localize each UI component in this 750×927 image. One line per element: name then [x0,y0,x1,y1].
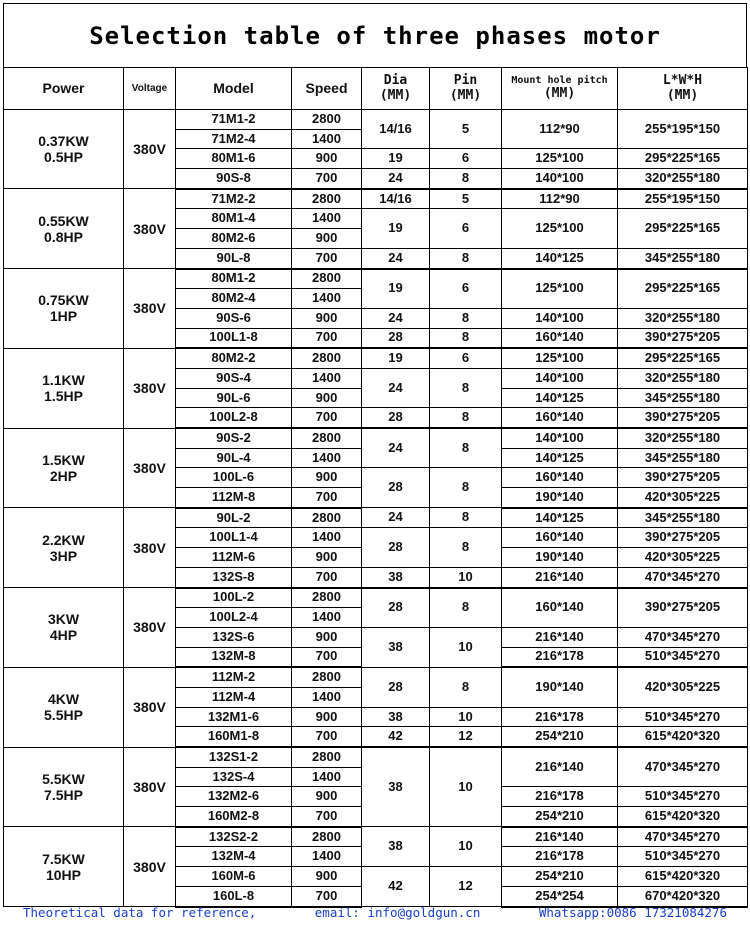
speed-cell: 900 [292,548,362,568]
mount-cell: 216*178 [502,647,618,667]
dia-cell: 19 [362,209,430,248]
table-row [4,110,748,130]
lwh-cell: 470*345*270 [618,627,748,647]
mount-cell: 216*178 [502,847,618,867]
model-cell: 100L2-4 [176,608,292,628]
lwh-cell: 320*255*180 [618,308,748,328]
speed-cell: 700 [292,248,362,268]
lwh-cell: 470*345*270 [618,747,748,787]
mount-cell: 190*140 [502,667,618,707]
mount-cell: 140*125 [502,508,618,528]
power-hp: 2HP [49,467,78,484]
table-row [4,189,748,209]
model-cell: 112M-8 [176,488,292,508]
speed-cell: 700 [292,408,362,428]
lwh-cell: 510*345*270 [618,787,748,807]
voltage-cell: 380V [124,827,176,907]
dia-cell: 42 [362,727,430,747]
header-pin-unit: (MM) [449,87,482,103]
speed-cell: 1400 [292,129,362,149]
header-dia [362,68,430,110]
pin-cell: 8 [430,169,502,189]
header-model: Model [176,68,292,110]
speed-cell: 700 [292,886,362,906]
footer-note: Theoretical data for reference, [23,904,257,920]
speed-cell: 1400 [292,209,362,229]
motor-selection-table [3,67,748,908]
table-row [4,827,748,847]
table-body [4,110,748,907]
mount-cell: 112*90 [502,110,618,149]
dia-cell: 14/16 [362,110,430,149]
lwh-cell: 670*420*320 [618,886,748,906]
lwh-cell: 510*345*270 [618,847,748,867]
pin-cell: 6 [430,209,502,248]
model-cell: 100L-2 [176,588,292,608]
pin-cell: 10 [430,707,502,727]
dia-cell: 19 [362,269,430,309]
model-cell: 80M2-4 [176,289,292,309]
mount-cell: 216*140 [502,627,618,647]
lwh-cell: 420*305*225 [618,667,748,707]
mount-cell: 160*140 [502,588,618,628]
speed-cell: 700 [292,328,362,348]
pin-cell: 12 [430,867,502,907]
power-cell [4,508,124,588]
dia-cell: 24 [362,308,430,328]
power-hp: 1.5HP [44,388,83,405]
power-cell [4,667,124,747]
lwh-cell: 345*255*180 [618,448,748,468]
model-cell: 90S-4 [176,368,292,388]
header-power: Power [4,68,124,110]
speed-cell: 900 [292,388,362,408]
mount-cell: 160*140 [502,468,618,488]
speed-cell: 2800 [292,110,362,130]
model-cell: 80M1-6 [176,149,292,169]
model-cell: 132M-4 [176,847,292,867]
lwh-cell: 320*255*180 [618,428,748,448]
speed-cell: 900 [292,707,362,727]
power-cell [4,747,124,827]
dia-cell: 28 [362,328,430,348]
mount-cell: 190*140 [502,548,618,568]
mount-cell: 160*140 [502,408,618,428]
voltage-cell: 380V [124,348,176,428]
table-row [4,588,748,608]
mount-cell: 216*178 [502,707,618,727]
dia-cell: 14/16 [362,189,430,209]
pin-cell: 8 [430,508,502,528]
power-kw: 3KW [47,611,80,628]
header-speed: Speed [292,68,362,110]
power-hp: 10HP [45,866,82,883]
dia-cell: 24 [362,248,430,268]
pin-cell: 12 [430,727,502,747]
speed-cell: 2800 [292,667,362,687]
pin-cell: 5 [430,189,502,209]
mount-cell: 140*100 [502,368,618,388]
pin-cell: 6 [430,149,502,169]
dia-cell: 28 [362,528,430,567]
pin-cell: 10 [430,827,502,867]
dia-cell: 24 [362,428,430,468]
speed-cell: 1400 [292,608,362,628]
model-cell: 90L-8 [176,248,292,268]
model-cell: 132S-8 [176,567,292,587]
power-kw: 1.5KW [42,451,85,468]
speed-cell: 700 [292,169,362,189]
header-row [4,68,748,110]
dia-cell: 38 [362,827,430,867]
speed-cell: 1400 [292,847,362,867]
speed-cell: 2800 [292,508,362,528]
speed-cell: 2800 [292,747,362,767]
model-cell: 160M-6 [176,867,292,887]
dia-cell: 38 [362,567,430,587]
mount-cell: 254*210 [502,727,618,747]
pin-cell: 8 [430,468,502,508]
model-cell: 132S1-2 [176,747,292,767]
power-cell [4,189,124,269]
speed-cell: 700 [292,488,362,508]
lwh-cell: 470*345*270 [618,827,748,847]
dia-cell: 38 [362,627,430,667]
lwh-cell: 320*255*180 [618,368,748,388]
speed-cell: 700 [292,567,362,587]
speed-cell: 1400 [292,368,362,388]
model-cell: 132M1-6 [176,707,292,727]
voltage-cell: 380V [124,110,176,189]
pin-cell: 6 [430,269,502,309]
mount-cell: 160*140 [502,328,618,348]
lwh-cell: 390*275*205 [618,528,748,548]
model-cell: 71M2-2 [176,189,292,209]
lwh-cell: 510*345*270 [618,647,748,667]
model-cell: 100L-6 [176,468,292,488]
voltage-cell: 380V [124,747,176,827]
header-dia-unit: (MM) [379,87,412,103]
mount-cell: 125*100 [502,209,618,248]
speed-cell: 2800 [292,428,362,448]
table-row [4,428,748,448]
dia-cell: 38 [362,707,430,727]
dia-cell: 19 [362,149,430,169]
power-hp: 7.5HP [44,786,83,803]
model-cell: 132M-8 [176,647,292,667]
speed-cell: 2800 [292,269,362,289]
lwh-cell: 510*345*270 [618,707,748,727]
mount-cell: 190*140 [502,488,618,508]
speed-cell: 900 [292,308,362,328]
mount-cell: 254*210 [502,867,618,887]
model-cell: 100L1-4 [176,528,292,548]
header-voltage: Voltage [124,68,176,110]
voltage-cell: 380V [124,508,176,588]
speed-cell: 900 [292,149,362,169]
lwh-cell: 295*225*165 [618,348,748,368]
mount-cell: 125*100 [502,149,618,169]
pin-cell: 8 [430,328,502,348]
power-cell [4,110,124,189]
mount-cell: 125*100 [502,269,618,309]
pin-cell: 5 [430,110,502,149]
power-hp: 0.5HP [44,149,83,166]
header-mount-label: Mount hole pitch [511,75,608,87]
model-cell: 112M-4 [176,687,292,707]
footer [3,902,747,922]
model-cell: 132S-4 [176,767,292,787]
table-row [4,269,748,289]
voltage-cell: 380V [124,269,176,349]
model-cell: 112M-2 [176,667,292,687]
speed-cell: 2800 [292,189,362,209]
model-cell: 132S2-2 [176,827,292,847]
page-title [3,3,747,67]
model-cell: 160M2-8 [176,807,292,827]
selection-sheet [3,3,747,908]
lwh-cell: 390*275*205 [618,588,748,628]
mount-cell: 216*140 [502,747,618,787]
mount-cell: 140*125 [502,248,618,268]
lwh-cell: 420*305*225 [618,488,748,508]
power-hp: 4HP [49,627,78,644]
lwh-cell: 390*275*205 [618,408,748,428]
speed-cell: 1400 [292,528,362,548]
lwh-cell: 345*255*180 [618,508,748,528]
footer-whatsapp[interactable]: Whatsapp:0086 17321084276 [538,904,727,920]
model-cell: 80M2-2 [176,348,292,368]
pin-cell: 8 [430,667,502,707]
lwh-cell: 255*195*150 [618,110,748,149]
table-row [4,508,748,528]
pin-cell: 10 [430,747,502,827]
power-hp: 3HP [49,547,78,564]
power-hp: 1HP [49,308,78,325]
pin-cell: 8 [430,528,502,567]
lwh-cell: 390*275*205 [618,468,748,488]
footer-email[interactable]: email: info@goldgun.cn [314,904,481,920]
power-kw: 0.37KW [38,133,89,150]
speed-cell: 2800 [292,588,362,608]
model-cell: 71M1-2 [176,110,292,130]
dia-cell: 24 [362,368,430,407]
lwh-cell: 345*255*180 [618,388,748,408]
power-hp: 5.5HP [44,707,83,724]
lwh-cell: 295*225*165 [618,149,748,169]
speed-cell: 2800 [292,348,362,368]
pin-cell: 8 [430,588,502,628]
power-cell [4,588,124,668]
speed-cell: 1400 [292,767,362,787]
header-pin [430,68,502,110]
model-cell: 80M1-4 [176,209,292,229]
dia-cell: 28 [362,667,430,707]
model-cell: 90L-6 [176,388,292,408]
speed-cell: 900 [292,867,362,887]
power-cell [4,827,124,907]
pin-cell: 10 [430,567,502,587]
voltage-cell: 380V [124,588,176,668]
model-cell: 71M2-4 [176,129,292,149]
model-cell: 90S-6 [176,308,292,328]
model-cell: 90L-2 [176,508,292,528]
power-cell [4,428,124,508]
voltage-cell: 380V [124,189,176,269]
speed-cell: 2800 [292,827,362,847]
header-lwh-label: L*W*H [662,72,703,88]
speed-cell: 900 [292,787,362,807]
power-kw: 0.55KW [38,212,89,229]
model-cell: 160M1-8 [176,727,292,747]
header-lwh [618,68,748,110]
lwh-cell: 255*195*150 [618,189,748,209]
model-cell: 132S-6 [176,627,292,647]
speed-cell: 900 [292,468,362,488]
dia-cell: 19 [362,348,430,368]
model-cell: 160L-8 [176,886,292,906]
speed-cell: 700 [292,807,362,827]
mount-cell: 160*140 [502,528,618,548]
table-row [4,747,748,767]
header-pin-label: Pin [453,72,478,88]
power-kw: 4KW [47,691,80,708]
mount-cell: 140*125 [502,448,618,468]
power-kw: 2.2KW [42,531,85,548]
pin-cell: 6 [430,348,502,368]
speed-cell: 700 [292,647,362,667]
speed-cell: 900 [292,229,362,249]
mount-cell: 140*100 [502,169,618,189]
lwh-cell: 295*225*165 [618,209,748,248]
speed-cell: 1400 [292,289,362,309]
dia-cell: 24 [362,508,430,528]
mount-cell: 140*100 [502,308,618,328]
table-row [4,348,748,368]
pin-cell: 8 [430,368,502,407]
model-cell: 90L-4 [176,448,292,468]
dia-cell: 28 [362,468,430,508]
model-cell: 90S-8 [176,169,292,189]
lwh-cell: 615*420*320 [618,727,748,747]
mount-cell: 216*140 [502,827,618,847]
header-mount-unit: (MM) [543,85,576,101]
lwh-cell: 420*305*225 [618,548,748,568]
mount-cell: 112*90 [502,189,618,209]
model-cell: 100L1-8 [176,328,292,348]
pin-cell: 8 [430,308,502,328]
lwh-cell: 470*345*270 [618,567,748,587]
power-kw: 7.5KW [42,850,85,867]
dia-cell: 28 [362,408,430,428]
speed-cell: 900 [292,627,362,647]
model-cell: 132M2-6 [176,787,292,807]
lwh-cell: 615*420*320 [618,807,748,827]
lwh-cell: 320*255*180 [618,169,748,189]
pin-cell: 8 [430,248,502,268]
model-cell: 100L2-8 [176,408,292,428]
model-cell: 112M-6 [176,548,292,568]
header-lwh-unit: (MM) [666,87,699,103]
mount-cell: 140*125 [502,388,618,408]
model-cell: 90S-2 [176,428,292,448]
mount-cell: 125*100 [502,348,618,368]
lwh-cell: 295*225*165 [618,269,748,309]
voltage-cell: 380V [124,667,176,747]
pin-cell: 8 [430,408,502,428]
mount-cell: 216*140 [502,567,618,587]
lwh-cell: 345*255*180 [618,248,748,268]
power-cell [4,348,124,428]
table-row [4,667,748,687]
dia-cell: 38 [362,747,430,827]
header-dia-label: Dia [383,72,408,88]
power-cell [4,269,124,349]
power-kw: 1.1KW [42,372,85,389]
lwh-cell: 615*420*320 [618,867,748,887]
mount-cell: 216*178 [502,787,618,807]
pin-cell: 8 [430,428,502,468]
voltage-cell: 380V [124,428,176,508]
power-kw: 0.75KW [38,292,89,309]
header-mount [502,68,618,110]
power-kw: 5.5KW [42,770,85,787]
dia-cell: 24 [362,169,430,189]
mount-cell: 254*210 [502,807,618,827]
mount-cell: 254*254 [502,886,618,906]
speed-cell: 1400 [292,687,362,707]
speed-cell: 700 [292,727,362,747]
title-text: Selection table of three phases motor [89,21,661,50]
model-cell: 80M2-6 [176,229,292,249]
dia-cell: 42 [362,867,430,907]
dia-cell: 28 [362,588,430,628]
speed-cell: 1400 [292,448,362,468]
mount-cell: 140*100 [502,428,618,448]
pin-cell: 10 [430,627,502,667]
power-hp: 0.8HP [44,228,83,245]
lwh-cell: 390*275*205 [618,328,748,348]
model-cell: 80M1-2 [176,269,292,289]
